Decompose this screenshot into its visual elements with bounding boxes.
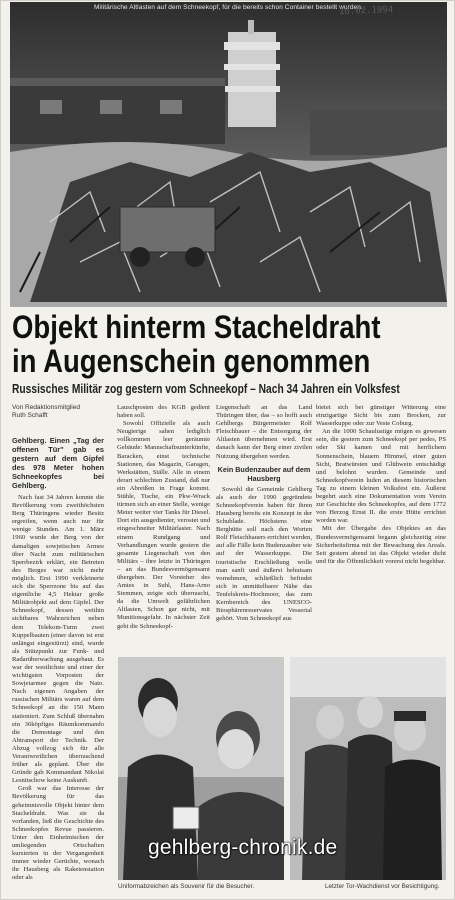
paragraph: Sowohl die Gemeinde Gehlberg als auch der 1990 gegründete Schneekopfverein haben für ihren Hausberg bereits ein Konzept in der Schublade. Höchstens eine Berghütte soll nach den Worten Rolf Fleischhauers errichtet werden, auf alle Fälle kein Budenzauber wie auf der Wasserkuppe. Die touristische Erschließung wolle man sanft und äußerst behutsam vornehmen, schließlich befindet sich in unmittelbarer Nähe das Teufelskreis-Hochmoor, das zum Kernbereich des UNESCO-Biosphärenreservates Vessertal gehört. Vom Schneekopf aus xyxy=(216,485,312,623)
paragraph: Nach fast 34 Jahren konnte die Bevölkerung vom zweithöchsten Berg Thüringens wieder Besitz ergreifen, wenn auch nur für wenige Stunden. Am 1. März 1960 wurde der Berg von der damaligen sowjetischen Armee über Nacht zum militärischen Sperrbezirk erklärt, ein Betreten des Berges war nicht mehr möglich. Erst 1990 verkleinerte sich die Sperrzone bis auf das eigentliche 4,5 Hektar große Militärobjekt auf dem Gipfel. Der Schneekopf, dessen weithin sichtbares Wahrzeichen neben dem Telekom-Turm zwei Kuppelbauten (einer davon ist erst unlängst eingestürzt) sind, wurde als Stützpunkt zur Funk- und Radarüberwachung ausgebaut. Es war der westlichste und einer der wichtigsten Vorposten der Sowjetarmee gegen die Nato. Nach eigenen Angaben der russischen Militärs waren auf dem Schneekopf an die 150 Mann stationiert. Zum Schluß übernahm ein 36köpfiges Räumkommando die Demontage und den Abtransport der Technik. Der Abzug vollzog sich für alle Verantwortlichen überraschend früher als geplant. Über die Gründe gab Kommandant Nikolai Lesnitschow keine Auskunft. xyxy=(12,494,104,785)
car-wreck xyxy=(120,207,215,252)
lead-paragraph: Gehlberg. Einen „Tag der offenen Tür" gab es gestern auf dem Gipfel des 978 Meter hohen Schneekopfes bei Gehlberg. xyxy=(12,436,104,490)
top-photo-scene xyxy=(10,2,447,307)
article-column-4 xyxy=(316,404,446,654)
paragraph: Liegenschaft an das Land Thüringen über, das – so hofft auch Gehlbergs Bürgermeister Rolf Fleischhauer – die Entsorgung der Altlasten übernehmen wird. Erst danach kann der Berg einer zivilen Nutzung übergeben werden. xyxy=(216,404,312,460)
headline-line2: in Augenschein genommen xyxy=(12,343,371,379)
byline xyxy=(12,404,102,420)
paragraph: bietet sich bei günstiger Witterung eine einzigartige Sicht bis zum Brocken, zur Wasserkuppe oder zur Veste Coburg. xyxy=(316,404,446,428)
paragraph: Sowohl Offizielle als auch Neugierige sahen lediglich vollkommen leer geräumte Gebäude: Mannschaftsunterkünfte, Baracken, einst technische Stationen, das Magazin, Garagen, Werkstätten, Ställe. Alle in einem derart schlechten Zustand, daß nur ein Abreißen in Frage kommt. Stühle, Tische, ein Pkw-Wrack türmen sich an einer Stelle, wenige Meter weiter vier Tanks für Diesel. Dort ein ausgedienter, verostet und eingeschneiter Militärlaster. Nach einem Rundgang und Verhandlungen wurde gestern die gesamte Liegenschaft von den Militärs – ihre letzte in Thüringen – an das Bundesvermögensamt übergeben. Der Vorsteher des Amtes in Suhl, Hans-Arno Stemmen, zeigte sich überrascht, da die Umwelt gefährlichen Altlasten, Schon gar nicht, mit Munitionsgefahr. In nächster Zeit geht die Schneekopf- xyxy=(117,420,210,630)
headline-line1: Objekt hinterm Stacheldraht xyxy=(12,309,381,345)
paragraph: Mit der Übergabe des Objektes an das Bundesvermögensamt begann gleichzeitig eine Sicherheitsfirma mit der Bewachung des Areals. Seit gestern abend ist das Objekt wieder dicht und für die Öffentlichkeit vorerst nicht begehbar. xyxy=(316,525,446,565)
scrap-pile xyxy=(30,152,447,302)
paragraph: Lauschposten des KGB gedient haben soll. xyxy=(117,404,210,420)
headline xyxy=(12,310,384,378)
paragraph: Groß war das Interesse der Bevölkerung für das geheimnisvolle Objekt hinter dem Stacheldraht. Was sie da vorfanden, ließ die Geschichte des Schneekopfes Revue passieren. Unter den Einheimischen der umliegenden Ortschaften kursierten in der Vergangenheit immer wieder Gerüchte, wonach ihr Hausberg als Raketenstation oder als xyxy=(12,785,104,882)
watermark: gehlberg-chronik.de xyxy=(148,836,338,859)
bottom-right-caption: Letzter Tor-Wachdienst vor Besichtigung. xyxy=(325,883,440,890)
top-photo xyxy=(10,2,447,307)
article-column-2 xyxy=(117,404,210,654)
subheadline: Russisches Militär zog gestern vom Schneekopf – Nach 34 Jahren ein Volksfest xyxy=(12,382,400,396)
paragraph: An die 1000 Schaulustige mögen es gewesen sein, die gestern zum Schneekopf per pedes, PS oder Ski kamen und mit herrlichem Sonnenschein, blauem Himmel, einer guten Sicht, Bratwürsten und Glühwein entschädigt und belohnt wurden. Gemeinde und Schneekopfverein luden an diesem historischen Tag zu einem kleinen Volksfest ein. Äußerst begehrt auch eine Dokumentation vom Verein zur Geschichte des Schneekopfes, auf dem 1772 von Herzog Ernst II. die erste Hütte errichtet worden war. xyxy=(316,428,446,525)
top-photo-caption: Militärische Altlasten auf dem Schneekopf, für die bereits schon Container bestellt wurden. xyxy=(94,4,363,11)
byline-author: Ruth Schafft xyxy=(12,412,48,419)
section-subhead: Kein Budenzauber auf dem Hausberg xyxy=(217,464,311,483)
article-column-3 xyxy=(216,404,312,654)
date-stamp: 16.02.1994 xyxy=(338,5,394,17)
bottom-left-caption: Uniformabzeichen als Souvenir für die Besucher. xyxy=(118,883,255,890)
article-column-1 xyxy=(12,436,104,886)
byline-line1: Von Redaktionsmitglied xyxy=(12,404,80,411)
